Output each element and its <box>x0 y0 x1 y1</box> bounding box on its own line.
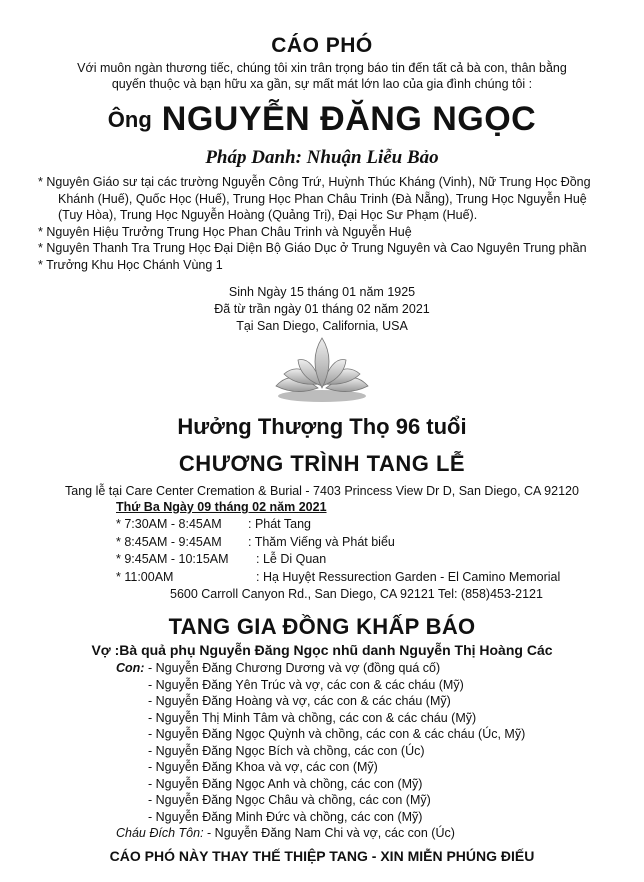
bio-line: * Nguyên Giáo sư tại các trường Nguyễn Công Trứ, Huỳnh Thúc Kháng (Vinh), Nữ Trung Học Đồng <box>38 175 591 189</box>
grandchild-entry: - Nguyễn Đăng Nam Chi và vợ, các con (Úc) <box>207 826 455 840</box>
child-entry: - Nguyễn Đăng Ngọc Quỳnh và chồng, các con & các cháu (Úc, Mỹ) <box>148 727 526 741</box>
schedule-time: * 8:45AM - 9:45AM <box>116 534 222 549</box>
death-date: Đã từ trần ngày 01 tháng 02 năm 2021 <box>214 302 430 316</box>
child-row <box>116 677 636 694</box>
bio-line: * Nguyên Hiệu Trưởng Trung Học Phan Châu Trinh và Nguyễn Huệ <box>38 224 412 239</box>
child-entry: - Nguyễn Đăng Minh Đức và chồng, các con (Mỹ) <box>148 809 423 824</box>
bio-item <box>34 174 634 224</box>
bio-line: * Trưởng Khu Học Chánh Vùng 1 <box>38 257 223 272</box>
child-row <box>116 660 636 677</box>
funeral-schedule <box>116 516 616 604</box>
name-prefix: Ông <box>107 106 152 132</box>
life-dates <box>0 284 644 335</box>
bio-item <box>34 224 634 241</box>
bio-item <box>34 240 634 257</box>
child-row <box>116 759 636 776</box>
child-row <box>116 792 636 809</box>
death-place: Tại San Diego, California, USA <box>236 319 408 333</box>
schedule-row <box>116 569 616 587</box>
deceased-name: NGUYỄN ĐĂNG NGỌC <box>161 100 537 138</box>
schedule-event: : Lễ Di Quan <box>256 552 327 566</box>
birth-date: Sinh Ngày 15 tháng 01 năm 1925 <box>228 285 416 299</box>
closing-notice: CÁO PHÓ NÀY THAY THẾ THIỆP TANG - XIN MIỄN PHÚNG ĐIẾU <box>109 848 535 864</box>
intro-text <box>40 60 604 92</box>
bio-line: * Nguyên Thanh Tra Trung Học Đại Diện Bộ Giáo Dục ở Trung Nguyên và Cao Nguyên Trung phần <box>38 241 587 255</box>
program-title: CHƯƠNG TRÌNH TANG LỄ <box>178 451 466 476</box>
intro-line: Với muôn ngàn thương tiếc, chúng tôi xin trân trọng báo tin đến tất cả bà con, thân bằng <box>77 61 567 75</box>
schedule-time: * 9:45AM - 10:15AM <box>116 552 229 566</box>
bio-item <box>34 257 634 274</box>
child-entry: - Nguyễn Đăng Hoàng và vợ, các con & các cháu (Mỹ) <box>148 694 451 708</box>
child-row <box>116 776 636 793</box>
bio-line: (Tuy Hòa), Trung Học Nguyễn Hoàng (Quảng Trị), Đại Học Sư Phạm (Huế). <box>58 208 478 222</box>
lotus-flower-icon <box>270 334 374 404</box>
dharma-name: Pháp Danh: Nhuận Liễu Bảo <box>205 147 439 168</box>
bio-line: Khánh (Huế), Quốc Học (Huế), Trung Học Phan Châu Trinh (Đà Nẵng), Trung Học Nguyễn Huệ <box>58 191 587 206</box>
child-row <box>116 710 636 727</box>
funeral-date: Thứ Ba Ngày 09 tháng 02 năm 2021 <box>116 500 327 514</box>
family-title: TANG GIA ĐỒNG KHẤP BÁO <box>168 614 476 639</box>
schedule-time: * 11:00AM <box>116 569 174 584</box>
children-list <box>116 660 636 825</box>
age-at-death: Hưởng Thượng Thọ 96 tuổi <box>177 414 467 439</box>
grandchild-label: Cháu Đích Tôn: <box>116 826 204 840</box>
schedule-event: : Hạ Huyệt Ressurection Garden - El Camino Memorial <box>256 569 561 584</box>
child-entry: - Nguyễn Đăng Ngọc Bích và chồng, các con (Úc) <box>148 743 425 758</box>
biography-list <box>34 174 634 273</box>
child-entry: - Nguyễn Đăng Chương Dương và vợ (đồng quá cố) <box>148 661 441 675</box>
schedule-row <box>116 551 616 569</box>
child-entry: - Nguyễn Đăng Ngọc Châu và chồng, các con (Mỹ) <box>148 793 431 807</box>
child-entry: - Nguyễn Đăng Yên Trúc và vợ, các con & các cháu (Mỹ) <box>148 677 464 692</box>
schedule-row <box>116 516 616 534</box>
grandchild-line <box>116 826 455 840</box>
child-entry: - Nguyễn Thị Minh Tâm và chồng, các con & các cháu (Mỹ) <box>148 710 477 725</box>
child-row <box>116 693 636 710</box>
schedule-row <box>116 534 616 552</box>
child-row <box>116 743 636 760</box>
intro-line: quyến thuộc và bạn hữu xa gần, sự mất mát lớn lao của gia đình chúng tôi : <box>111 77 533 91</box>
child-row <box>116 726 636 743</box>
funeral-venue: Tang lễ tại Care Center Cremation & Burial - 7403 Princess View Dr D, San Diego, CA 92120 <box>65 484 579 498</box>
page-title: CÁO PHÓ <box>271 34 373 57</box>
schedule-event: : Thăm Viếng và Phát biểu <box>248 534 395 549</box>
burial-address: 5600 Carroll Canyon Rd., San Diego, CA 92121 Tel: (858)453-2121 <box>170 587 543 601</box>
schedule-event: : Phát Tang <box>248 517 312 531</box>
wife-line: Vợ :Bà quả phụ Nguyễn Đăng Ngọc nhũ danh Nguyễn Thị Hoàng Các <box>91 642 553 658</box>
schedule-time: * 7:30AM - 8:45AM <box>116 517 222 531</box>
deceased-name-line <box>0 100 644 139</box>
child-entry: - Nguyễn Đăng Ngọc Anh và chồng, các con (Mỹ) <box>148 776 423 791</box>
child-entry: - Nguyễn Đăng Khoa và vợ, các con (Mỹ) <box>148 760 378 774</box>
children-label: Con: <box>116 661 145 675</box>
child-row <box>116 809 636 826</box>
